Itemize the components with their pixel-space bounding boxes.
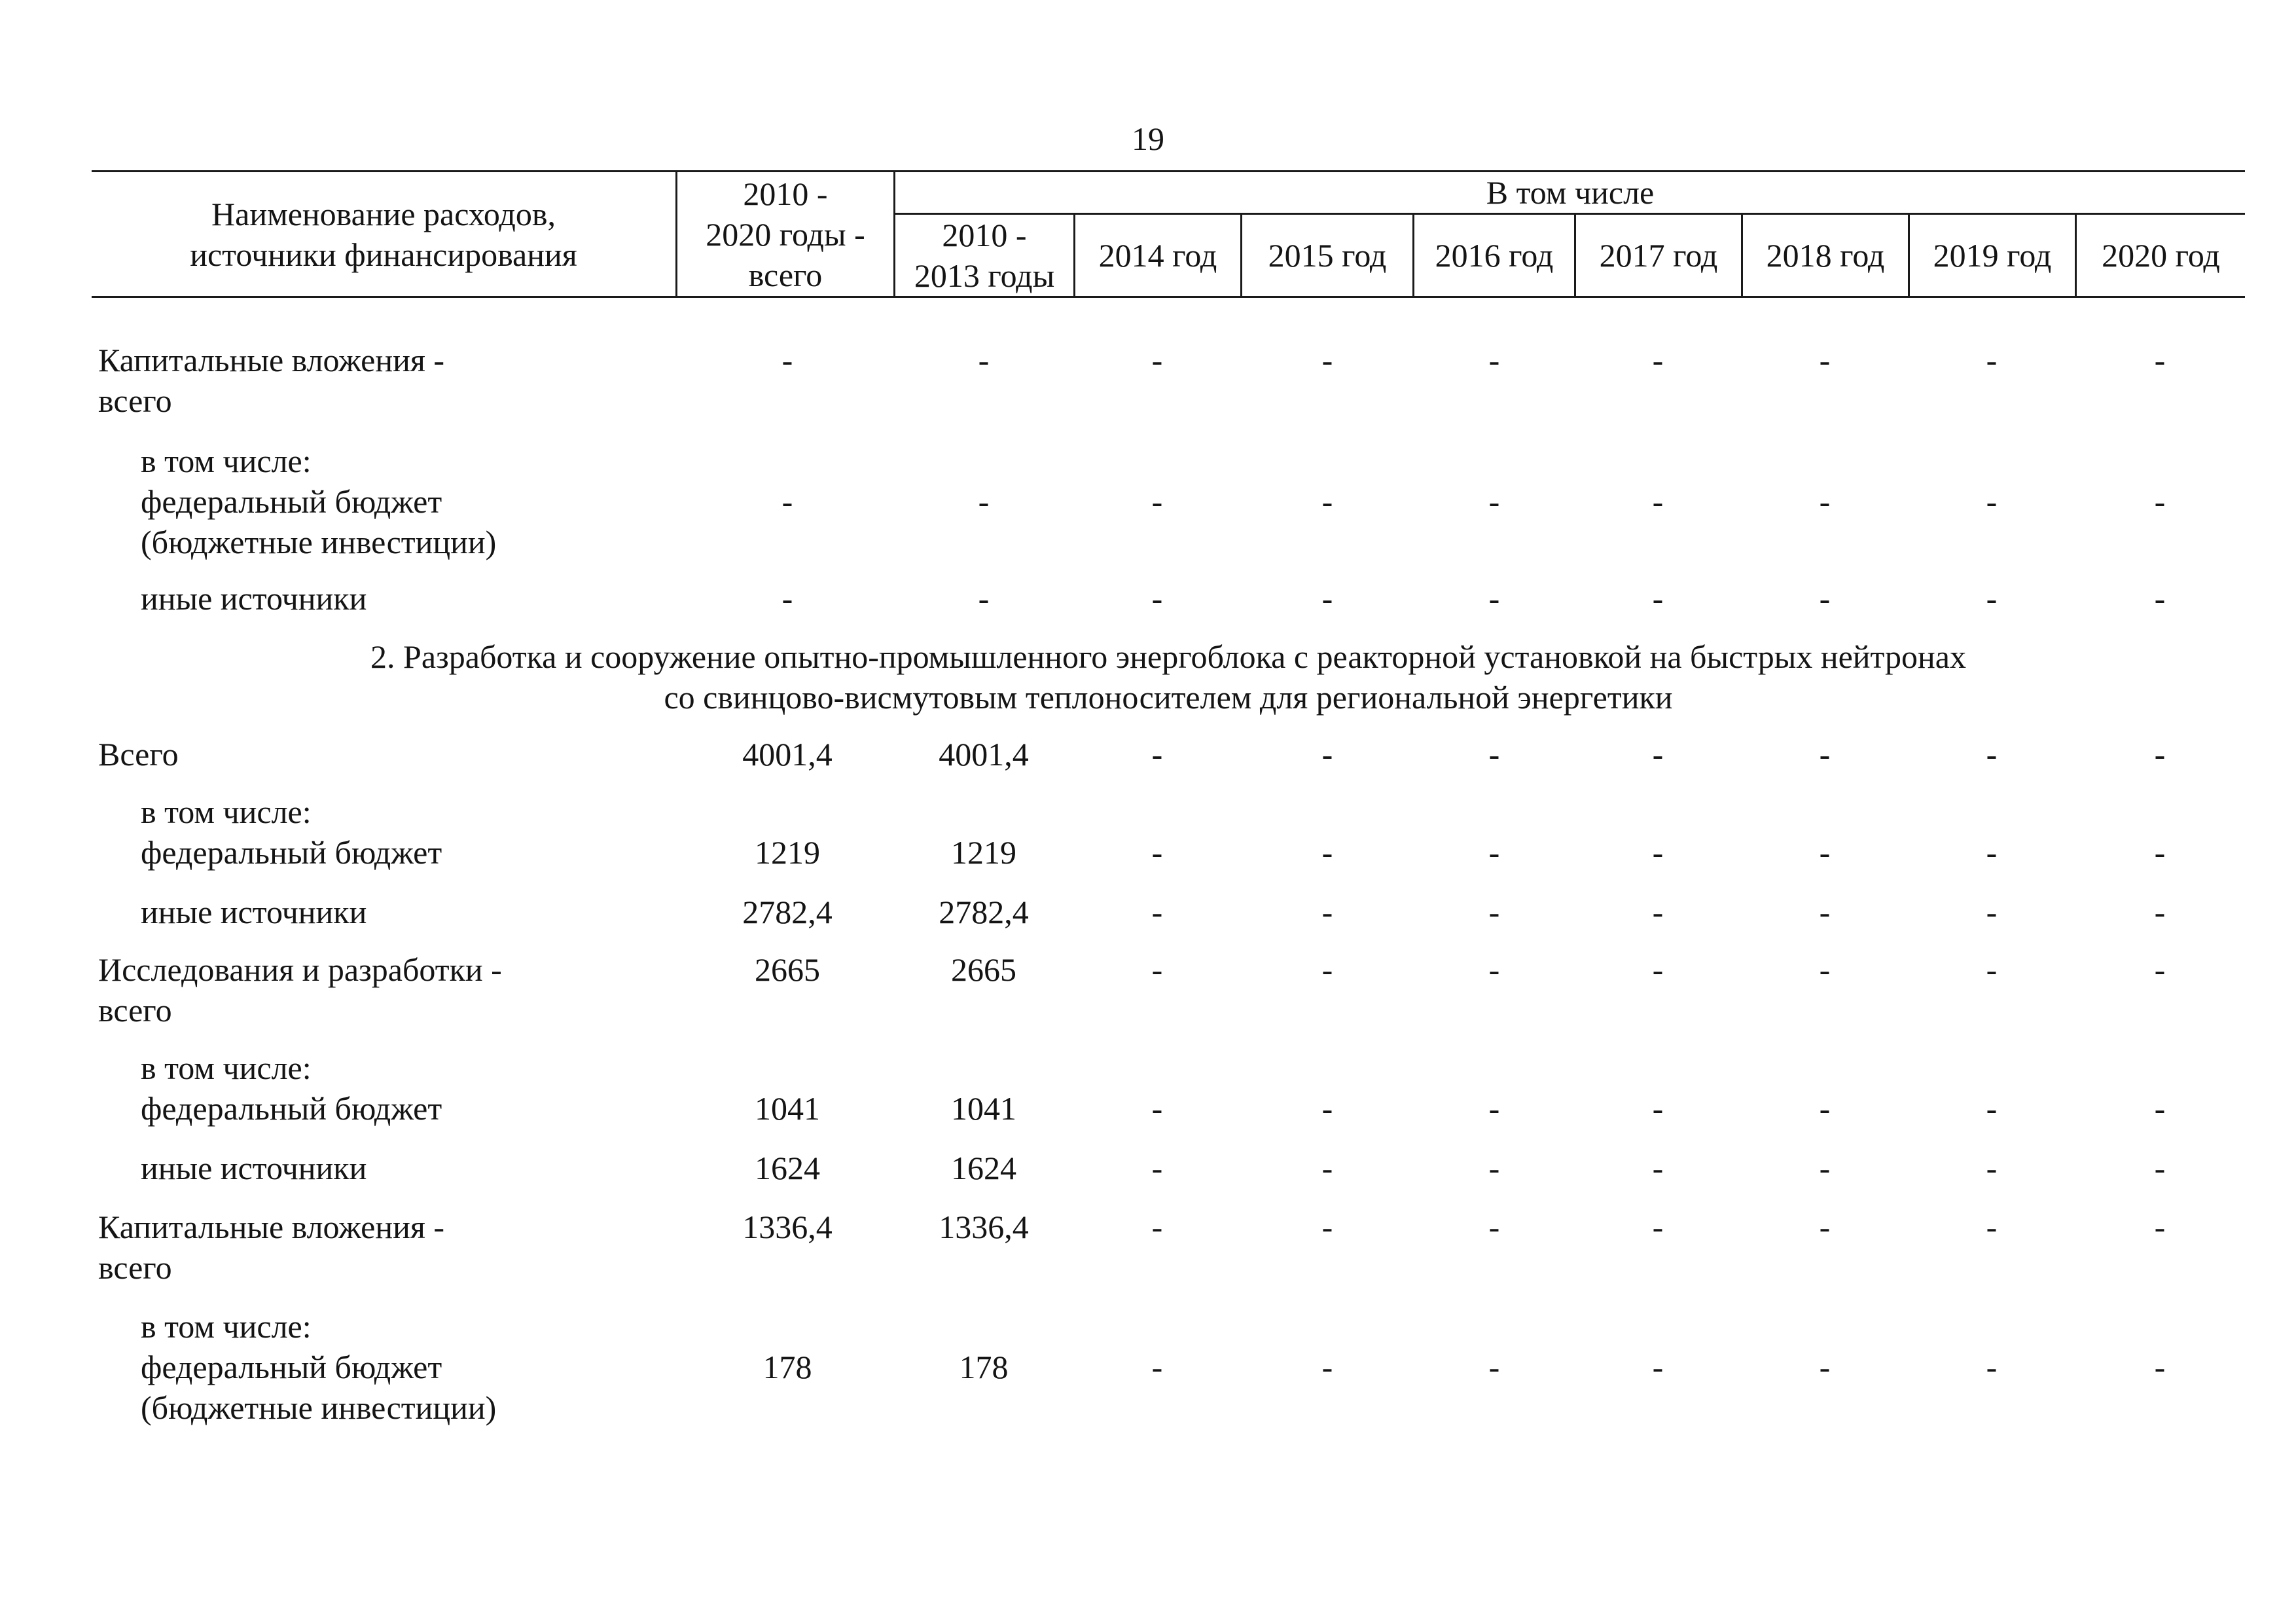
value-cell: - [781,342,793,378]
value-cell: - [1151,1209,1163,1245]
value-cell: - [2154,736,2166,773]
value-cell: 178 [959,1349,1009,1385]
value-cell: - [1986,1150,1998,1186]
value-cell: - [1151,894,1163,930]
value-cell: - [1321,834,1333,871]
value-cell: - [1652,736,1664,773]
value-cell: - [1488,1090,1500,1127]
value-cell: - [1652,342,1664,378]
value-cell: - [1986,1209,1998,1245]
section-title: 2. Разработка и сооружение опытно-промышленного энергоблока с реакторной установкой на быстрых нейтронах со свинцово-висмутовым теплоносителем для региональной энергетики [370,638,1966,716]
value-cell: - [1819,1349,1831,1385]
value-cell: - [1819,736,1831,773]
value-cell: - [2154,1150,2166,1186]
value-cell: - [1652,834,1664,871]
row-label: Исследования и разработки - всего [98,951,502,1029]
value-cell: 1336,4 [742,1209,833,1245]
value-cell: 2782,4 [742,894,833,930]
header-including: В том числе [1486,174,1655,211]
value-cell: 178 [762,1349,812,1385]
header-total-column: 2010 - 2020 годы - всего [706,175,865,293]
value-cell: - [1652,1150,1664,1186]
value-cell: - [2154,834,2166,871]
row-label: в том числе: федеральный бюджет (бюджетные инвестиции) [141,1308,497,1426]
value-cell: - [1986,736,1998,773]
value-cell: - [1488,951,1500,988]
value-cell: - [1488,1209,1500,1245]
value-cell: - [2154,894,2166,930]
value-cell: - [1652,483,1664,520]
header-sub-column: 2018 год [1766,237,1885,274]
value-cell: - [1986,483,1998,520]
value-cell: - [1819,834,1831,871]
value-cell: - [2154,951,2166,988]
row-label: иные источники [141,1150,367,1186]
value-cell: - [2154,342,2166,378]
header-sub-column: 2020 год [2102,237,2220,274]
value-cell: - [1321,1090,1333,1127]
value-cell: - [781,483,793,520]
value-cell: - [1986,580,1998,617]
header-sub-column: 2016 год [1435,237,1554,274]
value-cell: - [1819,1209,1831,1245]
value-cell: 1041 [755,1090,820,1127]
value-cell: - [1488,1349,1500,1385]
value-cell: - [1819,483,1831,520]
value-cell: 4001,4 [742,736,833,773]
value-cell: - [1819,1090,1831,1127]
value-cell: - [1321,1150,1333,1186]
value-cell: - [1488,342,1500,378]
value-cell: - [1652,894,1664,930]
value-cell: - [2154,1209,2166,1245]
value-cell: 1624 [951,1150,1016,1186]
value-cell: - [1819,894,1831,930]
value-cell: - [1986,834,1998,871]
value-cell: 2665 [755,951,820,988]
header-name-column: Наименование расходов, источники финансирования [190,195,577,273]
value-cell: - [1488,834,1500,871]
value-cell: - [1321,1209,1333,1245]
value-cell: - [2154,1090,2166,1127]
header-sub-column: 2015 год [1268,237,1387,274]
value-cell: - [1321,736,1333,773]
row-label: в том числе: федеральный бюджет [141,1049,442,1127]
row-label: Капитальные вложения - всего [98,342,445,419]
value-cell: - [1321,894,1333,930]
value-cell: - [1819,1150,1831,1186]
value-cell: - [2154,1349,2166,1385]
header-bottom-rule [92,296,2245,298]
value-cell: - [1986,342,1998,378]
value-cell: - [2154,483,2166,520]
row-label: иные источники [141,894,367,930]
value-cell: - [1151,580,1163,617]
row-label: в том числе: федеральный бюджет (бюджетные инвестиции) [141,443,497,560]
value-cell: - [1986,894,1998,930]
value-cell: - [1321,342,1333,378]
value-cell: - [1819,342,1831,378]
value-cell: - [2154,580,2166,617]
value-cell: - [1321,951,1333,988]
value-cell: - [1151,1349,1163,1385]
value-cell: - [781,580,793,617]
value-cell: - [1819,951,1831,988]
header-sub-column: 2019 год [1933,237,2052,274]
value-cell: - [1151,1150,1163,1186]
value-cell: - [1321,1349,1333,1385]
value-cell: - [1488,1150,1500,1186]
value-cell: - [1151,736,1163,773]
value-cell: - [1488,894,1500,930]
value-cell: - [1819,580,1831,617]
header-sub-column: 2010 - 2013 годы [914,217,1055,294]
value-cell: - [1652,1209,1664,1245]
value-cell: - [1488,736,1500,773]
header-sub-column: 2017 год [1599,237,1718,274]
value-cell: - [1652,1349,1664,1385]
row-label: Всего [98,736,179,773]
value-cell: - [1151,951,1163,988]
value-cell: - [1151,483,1163,520]
value-cell: 1624 [755,1150,820,1186]
row-label: иные источники [141,580,367,617]
value-cell: 2665 [951,951,1016,988]
value-cell: - [1652,580,1664,617]
value-cell: - [978,483,990,520]
value-cell: - [1151,1090,1163,1127]
page-number: 19 [1132,120,1164,157]
value-cell: - [1652,1090,1664,1127]
value-cell: - [1321,580,1333,617]
value-cell: 1219 [951,834,1016,871]
value-cell: - [1986,951,1998,988]
value-cell: - [978,342,990,378]
value-cell: 2782,4 [939,894,1029,930]
value-cell: - [1321,483,1333,520]
value-cell: - [1488,483,1500,520]
value-cell: 1041 [951,1090,1016,1127]
value-cell: - [978,580,990,617]
value-cell: - [1986,1090,1998,1127]
value-cell: 1219 [755,834,820,871]
row-label: Капитальные вложения - всего [98,1209,445,1286]
value-cell: - [1488,580,1500,617]
value-cell: - [1151,342,1163,378]
value-cell: - [1986,1349,1998,1385]
header-sub-column: 2014 год [1098,237,1217,274]
value-cell: 4001,4 [939,736,1029,773]
row-label: в том числе: федеральный бюджет [141,793,442,871]
value-cell: - [1151,834,1163,871]
value-cell: 1336,4 [939,1209,1029,1245]
value-cell: - [1652,951,1664,988]
